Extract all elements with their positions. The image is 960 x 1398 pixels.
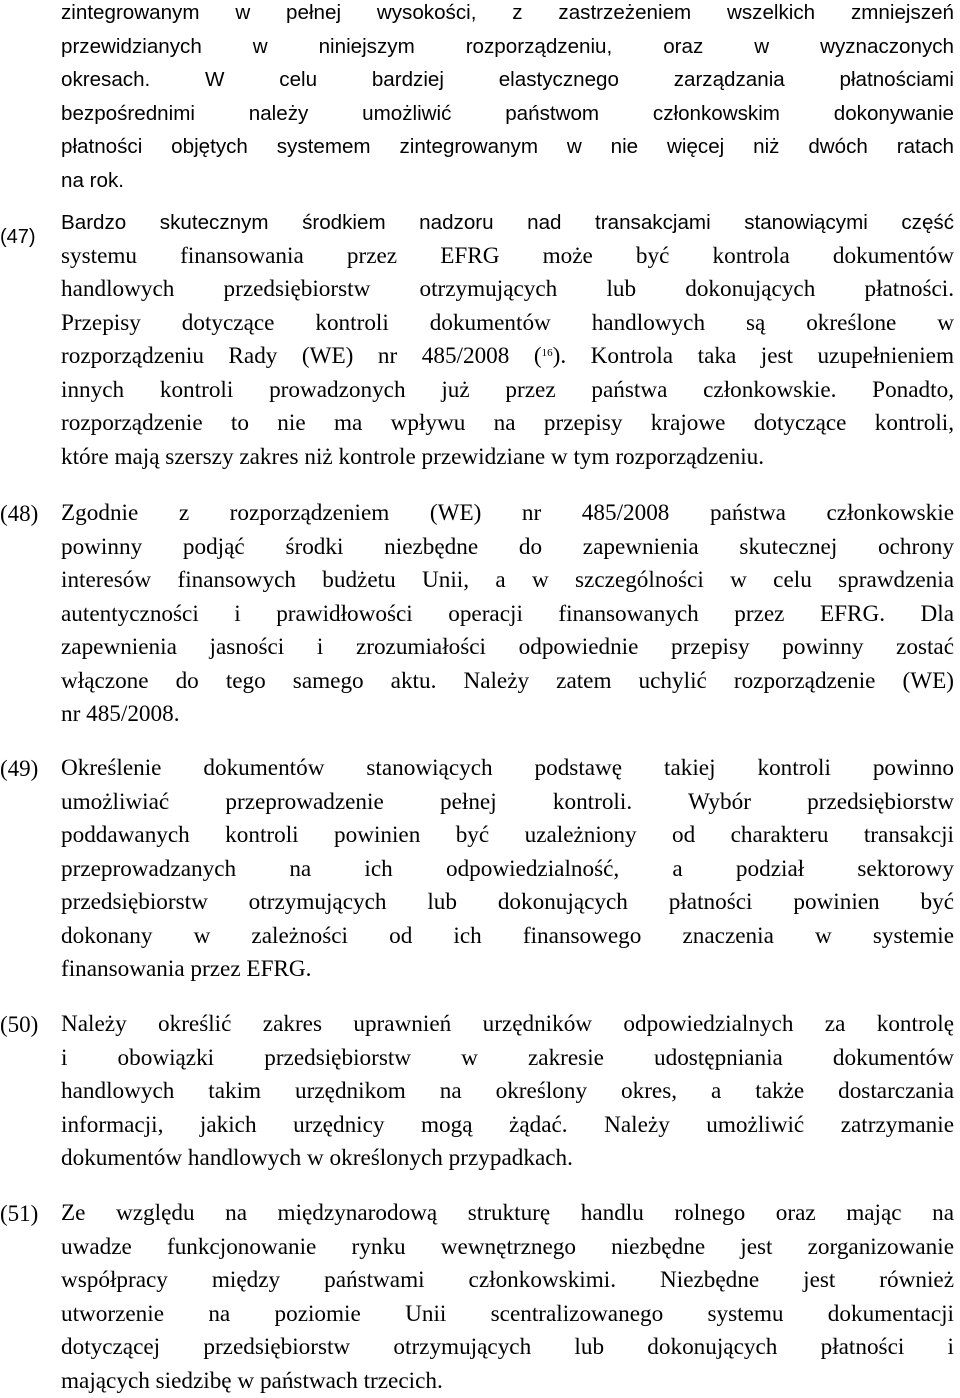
paragraph-text [61,0,954,197]
text-line: zintegrowanym w pełnej wysokości, z zastrzeżeniem wszelkich zmniejszeń [61,0,954,30]
paragraph-text [61,1197,954,1398]
text-line: włączone do tego samego aktu. Należy zatem uchylić rozporządzenie (WE) [61,665,954,699]
text-fragment: rozporządzeniu Rady (WE) nr 485/2008 ( [61,343,542,369]
paragraph-number: (51) [0,1197,38,1231]
text-line: poddawanych kontroli powinien być uzależniony od charakteru transakcji [61,819,954,853]
paragraph-number: (48) [0,497,38,531]
text-line: rozporządzenie to nie ma wpływu na przepisy krajowe dotyczące kontroli, [61,407,954,441]
text-line: przewidzianych w niniejszym rozporządzeniu, oraz w wyznaczonych [61,30,954,64]
text-line: współpracy między państwami członkowskimi. Niezbędne jest również [61,1264,954,1298]
text-line: utworzenie na poziomie Unii scentralizowanego systemu dokumentacji [61,1298,954,1332]
text-line: zapewnienia jasności i zrozumiałości odpowiednie przepisy powinny zostać [61,631,954,665]
text-line: przeprowadzanych na ich odpowiedzialność, a podział sektorowy [61,853,954,887]
text-line: systemu finansowania przez EFRG może być kontrola dokumentów [61,240,954,274]
paragraph-text [61,497,954,732]
text-line: uwadze funkcjonowanie rynku wewnętrznego niezbędne jest zorganizowanie [61,1231,954,1265]
text-line: Określenie dokumentów stanowiących podstawę takiej kontroli powinno [61,752,954,786]
text-line: na rok. [61,164,954,198]
text-line: interesów finansowych budżetu Unii, a w szczególności w celu sprawdzenia [61,564,954,598]
text-line: okresach. W celu bardziej elastycznego zarządzania płatnościami [61,63,954,97]
text-line: powinny podjąć środki niezbędne do zapewnienia skutecznej ochrony [61,531,954,565]
text-line: Należy określić zakres uprawnień urzędników odpowiedzialnych za kontrolę [61,1008,954,1042]
text-line: płatności objętych systemem zintegrowanym w nie więcej niż dwóch ratach [61,130,954,164]
text-line: Przepisy dotyczące kontroli dokumentów handlowych są określone w [61,307,954,341]
text-line-with-footnote [61,340,954,374]
paragraph-number: (50) [0,1008,38,1042]
text-line: przedsiębiorstw otrzymujących lub dokonujących płatności powinien być [61,886,954,920]
text-line: dokumentów handlowych w określonych przypadkach. [61,1142,954,1176]
text-line: handlowych przedsiębiorstw otrzymujących lub dokonujących płatności. [61,273,954,307]
text-line: mających siedzibę w państwach trzecich. [61,1365,954,1398]
text-line: i obowiązki przedsiębiorstw w zakresie udostępniania dokumentów [61,1042,954,1076]
footnote-reference: 16 [542,347,553,359]
paragraph-text [61,752,954,987]
text-line: dokonany w zależności od ich finansowego znaczenia w systemie [61,920,954,954]
text-line: Zgodnie z rozporządzeniem (WE) nr 485/2008 państwa członkowskie [61,497,954,531]
text-line: finansowania przez EFRG. [61,953,954,987]
paragraph-text [61,206,954,474]
text-fragment: ). Kontrola taka jest uzupełnieniem [553,343,954,369]
text-line: handlowych takim urzędnikom na określony okres, a także dostarczania [61,1075,954,1109]
text-line: które mają szerszy zakres niż kontrole przewidziane w tym rozporządzeniu. [61,441,954,475]
text-line: autentyczności i prawidłowości operacji finansowanych przez EFRG. Dla [61,598,954,632]
text-line: umożliwiać przeprowadzenie pełnej kontroli. Wybór przedsiębiorstw [61,786,954,820]
text-line: innych kontroli prowadzonych już przez państwa członkowskie. Ponadto, [61,374,954,408]
paragraph-number: (49) [0,752,38,786]
paragraph-number: (47) [0,221,36,255]
text-line: Ze względu na międzynarodową strukturę handlu rolnego oraz mając na [61,1197,954,1231]
paragraph-text [61,1008,954,1176]
text-line: nr 485/2008. [61,698,954,732]
text-line: Bardzo skutecznym środkiem nadzoru nad transakcjami stanowiącymi część [61,206,954,240]
text-line: bezpośrednimi należy umożliwić państwom członkowskim dokonywanie [61,97,954,131]
text-line: dotyczącej przedsiębiorstw otrzymujących lub dokonujących płatności i [61,1331,954,1365]
text-line: informacji, jakich urzędnicy mogą żądać. Należy umożliwić zatrzymanie [61,1109,954,1143]
